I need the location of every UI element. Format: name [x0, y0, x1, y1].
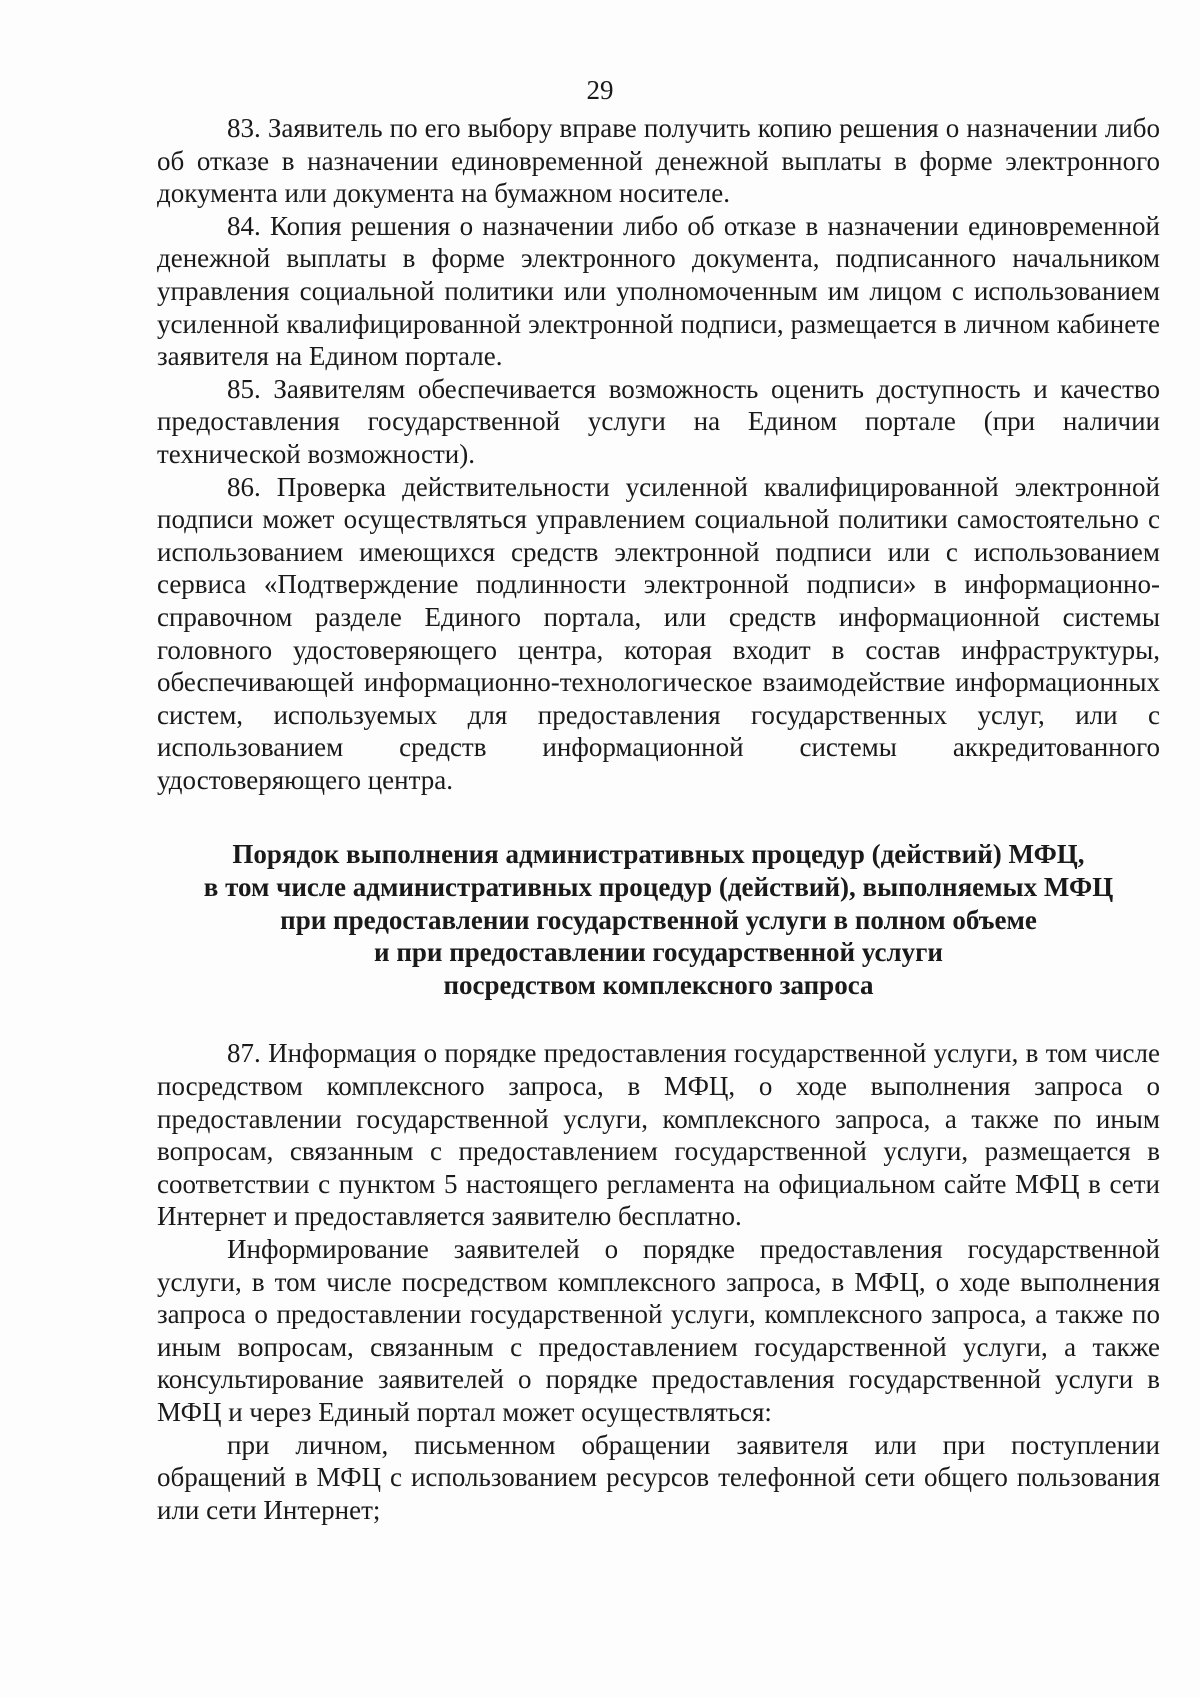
paragraph-86: 86. Проверка действительности усиленной квалифицированной электронной подписи может осуществляться управлением социальной политики самостоятельно с использованием имеющихся средств электронной подписи или с использованием сервиса «Подтверждение подлинности электронной подписи» в информационно-справочном разделе Единого портала, или средств информационной системы головного удостоверяющего центра, которая входит в состав инфраструктуры, обеспечивающей информационно-технологическое взаимодействие информационных систем, используемых для предоставления государственных услуг, или с использованием средств информационной системы аккредитованного удостоверяющего центра. [157, 471, 1160, 795]
document-body [157, 112, 1160, 1526]
heading-line: и при предоставлении государственной услуги [374, 937, 943, 968]
heading-line: Порядок выполнения административных процедур (действий) МФЦ, [232, 839, 1085, 870]
heading-line: посредством комплексного запроса [443, 969, 874, 1000]
paragraph-personal-appeal: при личном, письменном обращении заявителя или при поступлении обращений в МФЦ с использованием ресурсов телефонной сети общего пользования или сети Интернет; [157, 1429, 1160, 1525]
paragraph-informing: Информирование заявителей о порядке предоставления государственной услуги, в том числе посредством комплексного запроса, в МФЦ, о ходе выполнения запроса о предоставлении государственной услуги, комплексного запроса, а также по иным вопросам, связанным с предоставлением государственной услуги, а также консультирование заявителей о порядке предоставления государственной услуги в МФЦ и через Единый портал может осуществляться: [157, 1234, 1160, 1427]
paragraph-85: 85. Заявителям обеспечивается возможность оценить доступность и качество предоставления государственной услуги на Едином портале (при наличии технической возможности). [157, 373, 1160, 469]
paragraph-87: 87. Информация о порядке предоставления государственной услуги, в том числе посредством комплексного запроса, в МФЦ, о ходе выполнения запроса о предоставлении государственной услуги, комплексного запроса, а также по иным вопросам, связанным с предоставлением государственной услуги, размещается в соответствии с пунктом 5 настоящего регламента на официальном сайте МФЦ в сети Интернет и предоставляется заявителю бесплатно. [157, 1038, 1160, 1232]
paragraph-84: 84. Копия решения о назначении либо об отказе в назначении единовременной денежной выплаты в форме электронного документа, подписанного начальником управления социальной политики или уполномоченным им лицом с использованием усиленной квалифицированной электронной подписи, размещается в личном кабинете заявителя на Едином портале. [157, 210, 1160, 372]
page-number: 29 [586, 75, 614, 105]
heading-line: при предоставлении государственной услуги в полном объеме [280, 904, 1037, 935]
section-heading [157, 838, 1160, 1001]
paragraph-83: 83. Заявитель по его выбору вправе получить копию решения о назначении либо об отказе в назначении единовременной денежной выплаты в форме электронного документа или документа на бумажном носителе. [157, 113, 1160, 209]
heading-line: в том числе административных процедур (действий), выполняемых МФЦ [203, 872, 1114, 903]
